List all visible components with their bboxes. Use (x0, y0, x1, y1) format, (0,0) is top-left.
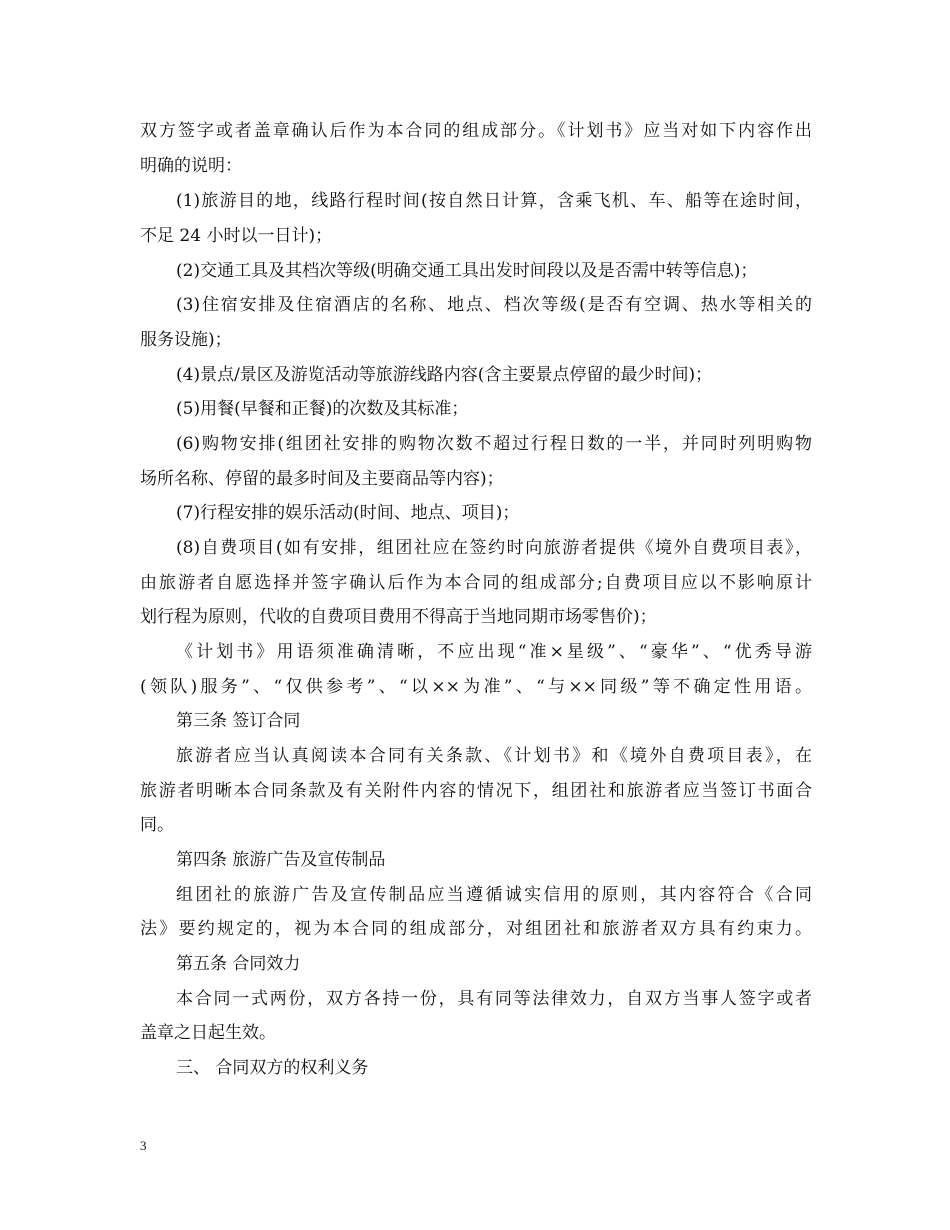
paragraph-line: 本合同一式两份，双方各持一份，具有同等法律效力，自双方当事人签字或者 (176, 989, 812, 1009)
list-item-line: (3)住宿安排及住宿酒店的名称、地点、档次等级(是否有空调、热水等相关的 (176, 295, 812, 315)
paragraph-line: 组团社的旅游广告及宣传制品应当遵循诚实信用的原则，其内容符合《合同 (176, 885, 812, 905)
section-heading: 三、 合同双方的权利义务 (176, 1058, 369, 1078)
paragraph-line: (领队)服务”、“仅供参考”、“以××为准”、“与××同级”等不确定性用语。 (140, 677, 812, 697)
list-item-line: 划行程为原则，代收的自费项目费用不得高于当地同期市场零售价)； (140, 607, 657, 627)
list-item-line: (7)行程安排的娱乐活动(时间、地点、项目)； (176, 503, 520, 523)
list-item-line: 由旅游者自愿选择并签字确认后作为本合同的组成部分;自费项目应以不影响原计 (140, 573, 812, 593)
paragraph-line: 旅游者明晰本合同条款及有关附件内容的情况下，组团社和旅游者应当签订书面合 (140, 781, 812, 801)
list-item-line: (8)自费项目(如有安排，组团社应在签约时向旅游者提供《境外自费项目表》， (176, 538, 812, 558)
paragraph-line: 旅游者应当认真阅读本合同有关条款、《计划书》和《境外自费项目表》，在 (176, 746, 812, 766)
page-number: 3 (140, 1138, 147, 1153)
list-item-line: (5)用餐(早餐和正餐)的次数及其标准； (176, 399, 469, 419)
list-item-line: 场所名称、停留的最多时间及主要商品等内容)； (140, 469, 504, 489)
paragraph-line: 同。 (140, 815, 174, 835)
list-item-line: (4)景点/景区及游览活动等旅游线路内容(含主要景点停留的最少时间)； (176, 365, 713, 385)
paragraph-line: 盖章之日起生效。 (140, 1023, 276, 1043)
list-item-line: (1)旅游目的地，线路行程时间(按自然日计算，含乘飞机、车、船等在途时间， (176, 191, 812, 211)
paragraph-line: 明确的说明： (140, 156, 242, 176)
article-heading: 第四条 旅游广告及宣传制品 (176, 850, 386, 870)
list-item-line: 不足 24 小时以一日计)； (140, 226, 333, 246)
list-item-line: 服务设施)； (140, 330, 232, 350)
article-heading: 第五条 合同效力 (176, 954, 301, 974)
list-item-line: (2)交通工具及其档次等级(明确交通工具出发时间段以及是否需中转等信息)； (176, 261, 758, 281)
list-item-line: (6)购物安排(组团社安排的购物次数不超过行程日数的一半，并同时列明购物 (176, 434, 812, 454)
paragraph-line: 《计划书》用语须准确清晰，不应出现“准×星级”、“豪华”、“优秀导游 (176, 642, 812, 662)
paragraph-line: 双方签字或者盖章确认后作为本合同的组成部分。《计划书》应当对如下内容作出 (140, 121, 812, 141)
article-heading: 第三条 签订合同 (176, 711, 301, 731)
paragraph-line: 法》要约规定的，视为本合同的组成部分，对组团社和旅游者双方具有约束力。 (140, 919, 812, 939)
